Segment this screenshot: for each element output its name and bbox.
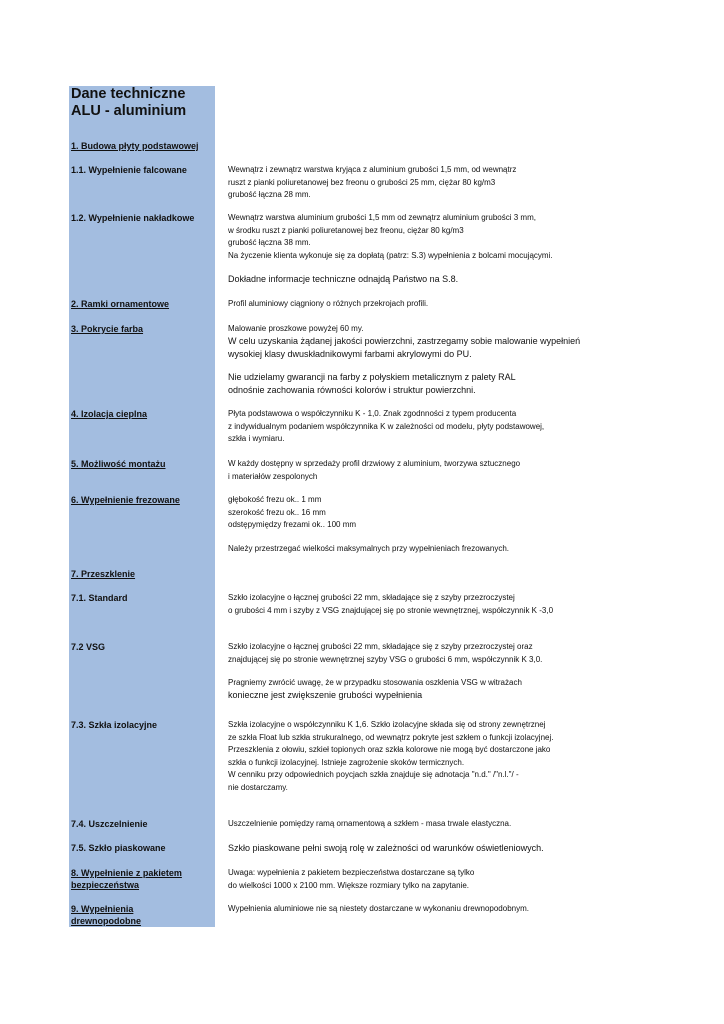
text-line: grubość łączna 38 mm.	[228, 238, 311, 247]
section-label-line: 6. Wypełnienie frezowane	[71, 495, 180, 505]
text-line: W cenniku przy odpowiednich poycjach szkła znajduje się adnotacja "n.d." /"n.l."/ -	[228, 770, 519, 779]
text-line: szkła i wymiaru.	[228, 434, 285, 443]
section-label-line: 7.5. Szkło piaskowane	[71, 843, 166, 853]
text-line: grubość łączna 28 mm.	[228, 190, 311, 199]
text-line: Szkło izolacyjne o łącznej grubości 22 mm, składające się z szyby przezroczystej oraz	[228, 642, 533, 651]
section-label-line: 9. Wypełnienia	[71, 904, 134, 914]
section-label-line: 3. Pokrycie farba	[71, 324, 144, 334]
section-label	[71, 592, 215, 604]
text-line: Należy przestrzegać wielkości maksymalnych przy wypełnieniach frezowanych.	[228, 544, 509, 553]
section-text	[228, 677, 522, 690]
section-label-line: 5. Możliwość montażu	[71, 459, 166, 469]
section-label	[71, 323, 215, 335]
text-line: szkła o funkcji izolacyjnej. Istnieje zagrożenie skoków termicznych.	[228, 757, 465, 767]
section-label	[71, 164, 215, 176]
text-line: Szkło piaskowane pełni swoją rolę w zależności od warunków oświetleniowych.	[228, 843, 544, 853]
section-label-line: 7.2 VSG	[71, 642, 106, 652]
section-label-line: 4. Izolacja cieplna	[71, 409, 148, 419]
text-line: Wewnątrz i zewnątrz warstwa kryjąca z aluminium grubości 1,5 mm, od wewnątrz	[228, 165, 517, 174]
section-label	[71, 641, 215, 653]
section-label-line: drewnopodobne	[71, 916, 141, 926]
section-text	[228, 335, 580, 360]
text-line: szerokość frezu ok.. 16 mm	[228, 507, 326, 517]
text-line: Szkła izolacyjne o współczynniku K 1,6. Szkło izolacyjne składa się od strony zewnętrznej	[228, 720, 546, 729]
section-text	[228, 408, 544, 446]
page-title	[71, 86, 186, 120]
text-line: znajdującej się po stronie wewnętrznej szyby VSG o grubości 6 mm, współczynnik K 3,0.	[228, 654, 543, 664]
section-label	[71, 719, 215, 731]
text-line: Płyta podstawowa o współczynniku K - 1,0. Znak zgodnności z typem producenta	[228, 409, 517, 418]
page-title-line-1: Dane techniczne	[71, 86, 186, 102]
text-line: i materiałów zespolonych	[228, 471, 318, 481]
section-label	[71, 494, 215, 506]
text-line: W każdy dostępny w sprzedaży profil drzwiowy z aluminium, tworzywa sztucznego	[228, 459, 521, 468]
section-label	[71, 298, 215, 310]
section-text	[228, 458, 520, 483]
section-label	[71, 212, 215, 224]
section-label	[71, 140, 215, 152]
text-line: Na życzenie klienta wykonuje się za dopłatą (patrz: S.3) wypełnienia z bolcami mocującymi.	[228, 250, 553, 260]
text-line: Wewnątrz warstwa aluminium grubości 1,5 mm od zewnątrz aluminium grubości 3 mm,	[228, 213, 536, 222]
section-label	[71, 867, 215, 891]
text-line: Dokładne informacje techniczne odnajdą Państwo na S.8.	[228, 274, 459, 284]
text-line: odnośnie zachowania równości kolorów i struktur powierzchni.	[228, 384, 476, 395]
section-label	[71, 842, 215, 854]
text-line: Nie udzielamy gwarancji na farby z połyskiem metalicznym z palety RAL	[228, 372, 516, 382]
text-line: nie dostarczamy.	[228, 782, 288, 792]
section-text	[228, 371, 516, 396]
section-label-line: bezpieczeństwa	[71, 880, 140, 890]
section-label-line: 1.1. Wypełnienie falcowane	[71, 165, 187, 175]
section-text	[228, 903, 529, 916]
text-line: do wielkości 1000 x 2100 mm. Większe rozmiary tylko na zapytanie.	[228, 880, 469, 890]
text-line: o grubości 4 mm i szyby z VSG znajdującej się po stronie wewnętrznej, współczynnik K -3,0	[228, 605, 554, 615]
section-text	[228, 592, 553, 617]
section-text	[228, 818, 511, 831]
section-text	[228, 867, 474, 892]
section-label	[71, 903, 215, 927]
text-line: Uwaga: wypełnienia z pakietem bezpieczeństwa dostarczane są tylko	[228, 868, 475, 877]
section-label-line: 7.1. Standard	[71, 593, 128, 603]
text-line: Profil aluminiowy ciągniony o różnych przekrojach profili.	[228, 299, 429, 308]
text-line: konieczne jest zwiększenie grubości wypełnienia	[228, 690, 423, 700]
section-label-line: 7.3. Szkła izolacyjne	[71, 720, 158, 730]
section-label-line: 7. Przeszklenie	[71, 569, 136, 579]
text-line: z indywidualnym podaniem współczynnika K w zależności od modelu, płyty podstawowej,	[228, 421, 545, 431]
section-label-line: 1. Budowa płyty podstawowej	[71, 141, 199, 151]
text-line: Malowanie proszkowe powyżej 60 my.	[228, 324, 364, 333]
text-line: ruszt z pianki poliuretanowej bez freonu o grubości 25 mm, ciężar 80 kg/m3	[228, 177, 496, 187]
text-line: Przeszklenia z ołowiu, szkieł topionych oraz szkła kolorowe nie mogą być dostarczone jako	[228, 745, 551, 754]
text-line: głębokość frezu ok.. 1 mm	[228, 495, 322, 504]
section-label	[71, 818, 215, 830]
section-text	[228, 164, 516, 202]
section-text	[228, 641, 542, 666]
text-line: Szkło izolacyjne o łącznej grubości 22 mm, składające się z szyby przezroczystej	[228, 593, 515, 602]
section-text	[228, 719, 553, 794]
text-line: Uszczelnienie pomiędzy ramą ornamentową a szkłem - masa trwale elastyczna.	[228, 819, 512, 828]
section-text	[228, 494, 356, 532]
section-text	[228, 323, 363, 336]
text-line: w środku ruszt z pianki poliuretanowej bez freonu, ciężar 80 kg/m3	[228, 225, 464, 235]
section-label	[71, 568, 215, 580]
text-line: odstępymiędzy frezami ok.. 100 mm	[228, 520, 357, 529]
text-line: wysokiej klasy dwuskładnikowymi farbami akrylowymi do PU.	[228, 348, 472, 359]
section-label-line: 2. Ramki ornamentowe	[71, 299, 170, 309]
text-line: Wypełnienia aluminiowe nie są niestety dostarczane w wykonaniu drewnopodobnym.	[228, 904, 529, 913]
page-title-line-2: ALU - aluminium	[71, 103, 187, 119]
section-text	[228, 298, 428, 311]
section-text	[228, 689, 422, 702]
section-text	[228, 273, 458, 286]
text-line: Pragniemy zwrócić uwagę, że w przypadku stosowania oszklenia VSG w witrażach	[228, 678, 522, 687]
text-line: ze szkła Float lub szkła strukuralnego, od wewnątrz pokryte jest szkłem o funkcji izolacyjnej.	[228, 732, 554, 742]
section-text	[228, 842, 544, 855]
section-text	[228, 543, 509, 556]
section-label-line: 8. Wypełnienie z pakietem	[71, 868, 182, 878]
section-text	[228, 212, 553, 262]
section-label-line: 1.2. Wypełnienie nakładkowe	[71, 213, 195, 223]
section-label	[71, 458, 215, 470]
section-label-line: 7.4. Uszczelnienie	[71, 819, 148, 829]
text-line: W celu uzyskania żądanej jakości powierzchni, zastrzegamy sobie malowanie wypełnień	[228, 336, 581, 346]
section-label	[71, 408, 215, 420]
